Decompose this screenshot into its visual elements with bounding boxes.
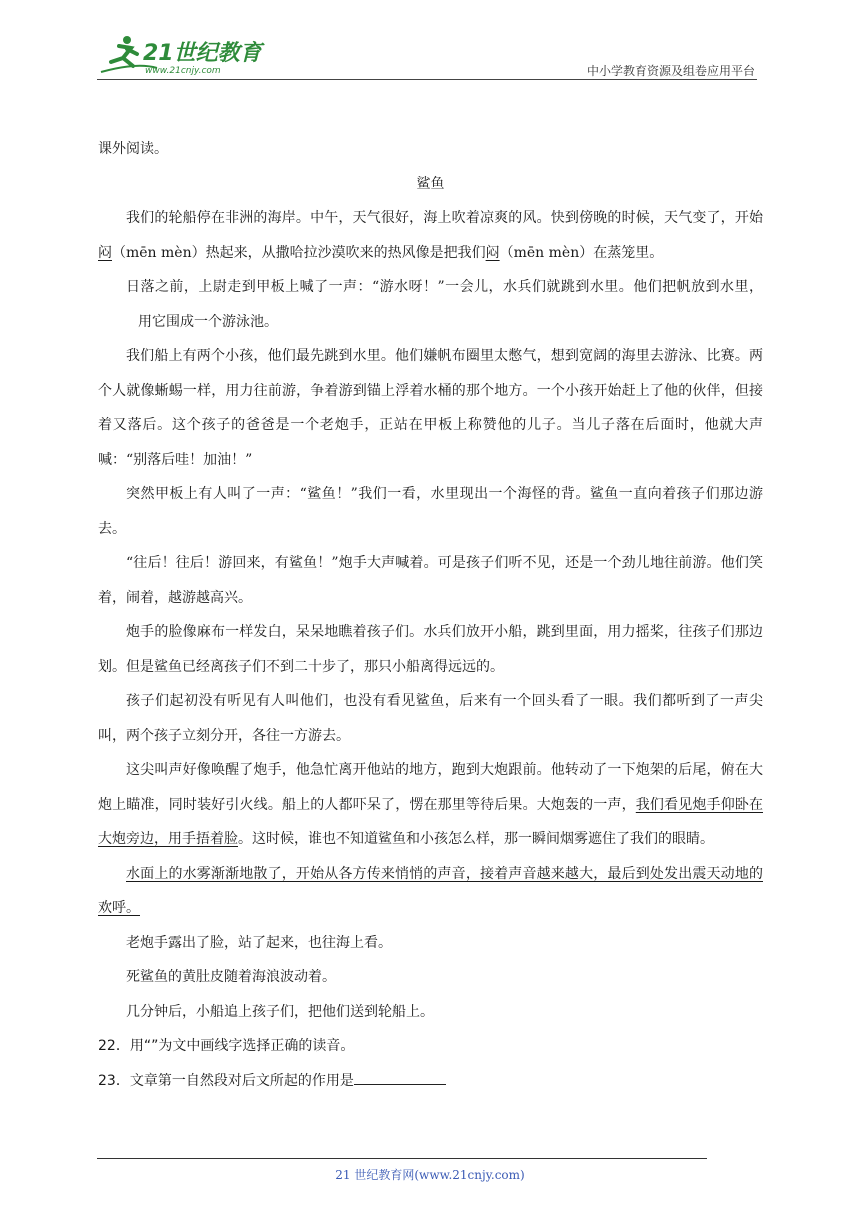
p1-text-a: 我们的轮船停在非洲的海岸。中午，天气很好，海上吹着凉爽的风。快到傍晚的时候，天气变了，开始 <box>126 210 763 226</box>
p1-text-c: （mēn mèn）热起来，从撒哈拉沙漠吹来的热风像是把我们 <box>112 244 486 261</box>
p2-text-a: 日落之前，上尉走到甲板上喊了一声：“游水呀！”一会儿，水兵们就跳到水里。他们把帆放到水里， <box>126 279 763 295</box>
paragraph-10: 老炮手露出了脸，站了起来，也往海上看。 <box>126 934 392 951</box>
paragraph-3: 我们船上有两个小孩，他们最先跳到水里。他们嫌帆布圈里太憋气，想到宽阔的海里去游泳、比赛。两个人就像蜥蜴一样，用力往前游，争着游到锚上浮着水桶的那个地方。一个小孩开始赶上了他的伙伴，但接着又落后。这个孩子的爸爸是一个老炮手，正站在甲板上称赞他的儿子。当儿子落在后面时，他就大声喊：“别落后哇！加油！” <box>98 348 763 468</box>
question-23-text: 23．文章第一自然段对后文所起的作用是 <box>98 1072 354 1089</box>
paragraph-5: “往后！往后！游回来，有鲨鱼！”炮手大声喊着。可是孩子们听不见，还是一个劲儿地往前游。他们笑着，闹着，越游越高兴。 <box>98 555 763 606</box>
paragraph-8 <box>98 753 763 857</box>
underlined-sentence-2: 水面上的水雾渐渐地散了，开始从各方传来悄悄的声音，接着声音越来越大，最后到处发出震天动地的欢呼。 <box>98 865 763 916</box>
p1-text-e: （mēn mèn）在蒸笼里。 <box>499 244 664 261</box>
paragraph-4: 突然甲板上有人叫了一声：“鲨鱼！”我们一看，水里现出一个海怪的背。鲨鱼一直向着孩子们那边游去。 <box>98 486 763 537</box>
logo-icon <box>97 32 267 78</box>
paragraph-6: 炮手的脸像麻布一样发白，呆呆地瞧着孩子们。水兵们放开小船，跳到里面，用力摇桨，往孩子们那边划。但是鲨鱼已经离孩子们不到二十步了，那只小船离得远远的。 <box>98 624 763 675</box>
question-22: 22．用“”为文中画线字选择正确的读音。 <box>98 1038 355 1054</box>
section-title: 课外阅读。 <box>98 141 168 157</box>
paragraph-1 <box>98 201 763 270</box>
underlined-char-2: 闷 <box>485 244 500 261</box>
header-divider <box>97 79 757 80</box>
p8-text-c: 。这时候，谁也不知道鲨鱼和小孩怎么样，那一瞬间烟雾遮住了我们的眼睛。 <box>238 831 714 847</box>
footer-divider <box>97 1158 707 1159</box>
document-body <box>98 132 763 1098</box>
story-title: 鲨鱼 <box>416 175 445 192</box>
header-platform-text: 中小学教育资源及组卷应用平台 <box>586 64 755 78</box>
page-header <box>97 32 757 80</box>
logo-text: 21世纪教育 <box>143 41 262 66</box>
paragraph-12: 几分钟后，小船追上孩子们，把他们送到轮船上。 <box>126 1003 434 1020</box>
p8-text-a: 这尖叫声好像唤醒了炮手，他急忙离开他站的地方，跑到大炮跟前。他转动了一下炮架的后尾，俯在大炮上瞄准，同时装好引火线。船上的人都吓呆了，愣在那里等待后果。大炮轰的一声， <box>98 762 763 813</box>
answer-blank[interactable] <box>354 1070 446 1085</box>
question-23 <box>98 1064 763 1099</box>
footer-text: 21 世纪教育网(www.21cnjy.com) <box>335 1168 525 1182</box>
underlined-char-1: 闷 <box>98 244 112 261</box>
underlined-sentence-1: 我们看见炮手仰卧在大炮旁边，用手捂着脸 <box>98 796 763 847</box>
paragraph-9 <box>98 857 763 926</box>
paragraph-11: 死鲨鱼的黄肚皮随着海浪波动着。 <box>126 969 336 985</box>
paragraph-7: 孩子们起初没有听见有人叫他们，也没有看见鲨鱼，后来有一个回头看了一眼。我们都听到了一声尖叫，两个孩子立刻分开，各往一方游去。 <box>98 693 763 744</box>
logo-url: www.21cnjy.com <box>145 66 221 76</box>
paragraph-2 <box>98 270 763 339</box>
p2-text-b: 用它围成一个游泳池。 <box>138 313 278 330</box>
